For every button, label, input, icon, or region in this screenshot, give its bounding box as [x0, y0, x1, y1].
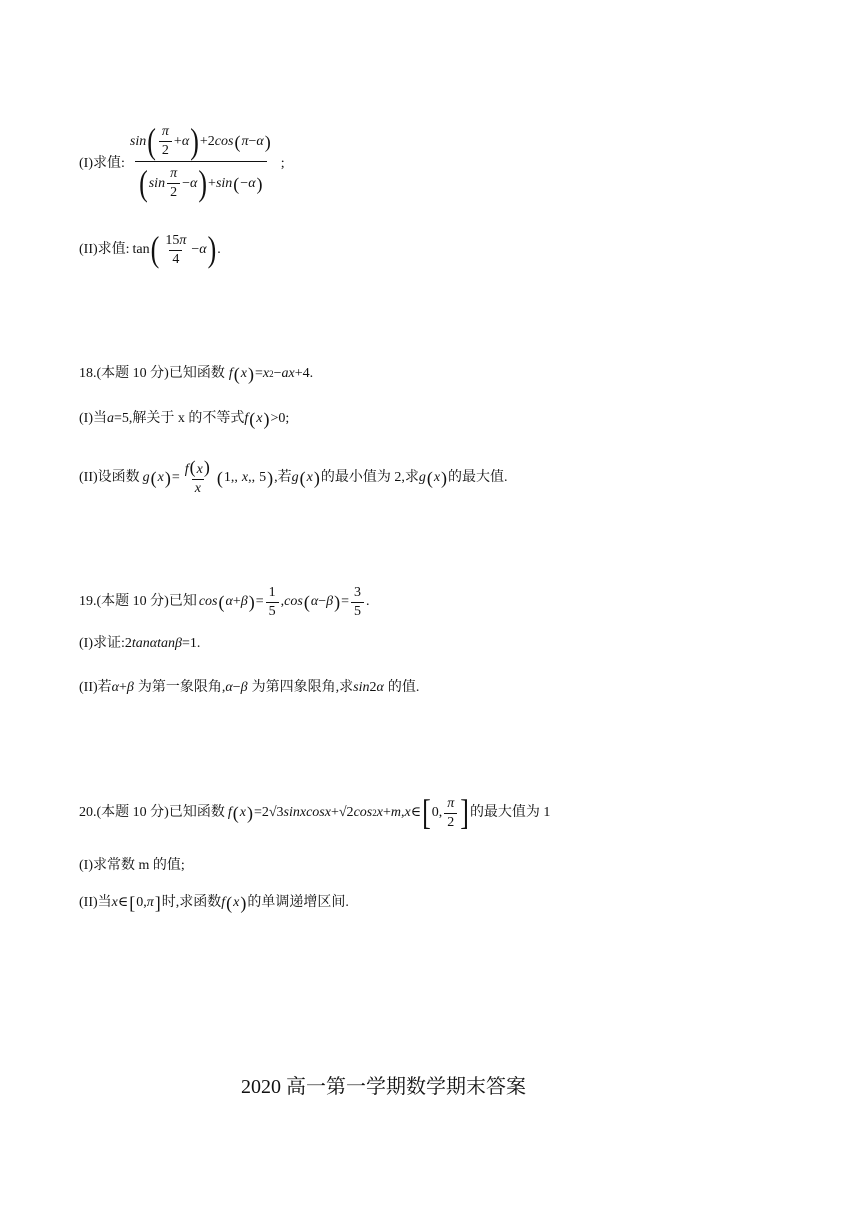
q19-part2-label: (II)若	[79, 680, 112, 695]
q20-stem-text: 20.(本题 10 分)已知函数	[79, 805, 225, 820]
q18-part1: (I)当 a =5 ,解关于 x 的不等式 f ( x ) >0 ;	[79, 409, 290, 429]
q19-part2-mid1: 为第一象限角,	[137, 680, 226, 695]
q20-stem: 20.(本题 10 分)已知函数 f ( x ) =2√3 sinxcosx +√2 cos 2 x + m , x ∈ [ 0, $\frac{\pi}{2}$ ] 的最大值为 1	[79, 792, 551, 833]
q18-part2-label: (II)设函数	[79, 470, 140, 485]
q19-part1-end: .	[196, 636, 201, 651]
q18-part2-mid2: 的最小值为 2,求	[320, 470, 419, 485]
q17-part2-fraction: $\frac{15\pi}{4}$	[165, 232, 187, 267]
q17-part1-fraction: sin ( $\frac{\pi}{2}$ + α ) +2 cos ( π − α ) ( sin $\frac{\pi}{2}$ − α ) + sin ( − α )	[127, 123, 275, 206]
q19-stem-end: .	[365, 594, 370, 609]
q17-part2: (II)求值: tan ( $\frac{15\pi}{4}$ − α ) .	[79, 229, 221, 270]
q20-part2-end: 的单调递增区间.	[247, 895, 349, 910]
q18-part1-mid: ,解关于 x 的不等式	[128, 411, 245, 426]
q19-part2: (II)若 α + β 为第一象限角, α − β 为第四象限角,求 sin 2 α 的值.	[79, 678, 419, 698]
q20-part1-text: (I)求常数 m 的值;	[79, 858, 185, 873]
q18-part2-mid1: ,若	[274, 470, 292, 485]
q19-part1-label: (I)求证:	[79, 636, 125, 651]
q19-part2-end: 的值.	[387, 680, 420, 695]
q18-part2: (II)设函数 g ( x ) = $\frac{f(x)}{x}$ ( 1,, x ,, 5 ) ,若 g ( x ) 的最小值为 2,求 g ( x ) 的最大值.	[79, 457, 508, 496]
answer-heading-text: 2020 高一第一学期数学期末答案	[241, 1076, 526, 1098]
q20-stem-end: 的最大值为 1	[469, 805, 551, 820]
q17-part2-label: (II)求值:	[79, 242, 130, 257]
q19-part1: (I)求证: 2 tanαtanβ =1 .	[79, 634, 200, 654]
q19-stem: 19.(本题 10 分)已知 cos ( α + β ) = $\frac{1}{5}$ , cos ( α − β ) = $\frac{3}{5}$ .	[79, 584, 370, 619]
q18-part2-fraction: $\frac{f(x)}{x}$	[184, 457, 210, 496]
q18-stem-text: 18.(本题 10 分)已知函数	[79, 366, 225, 381]
q20-part2: (II)当 x ∈ [ 0, π ] 时,求函数 f ( x ) 的单调递增区间.	[79, 893, 349, 913]
q17-part1-label: (I)求值:	[79, 156, 125, 171]
q17-part1	[79, 121, 285, 207]
q20-part2-label: (II)当	[79, 895, 112, 910]
q18-part1-label: (I)当	[79, 411, 107, 426]
q20-part1	[79, 856, 185, 876]
q18-part1-end: ;	[285, 411, 290, 426]
q17-part1-end: ;	[280, 156, 285, 171]
q17-part2-end: .	[217, 242, 221, 257]
q19-stem-text: 19.(本题 10 分)已知	[79, 594, 197, 609]
q18-stem-end: .	[309, 366, 314, 381]
q18-part2-end: 的最大值.	[448, 470, 508, 485]
q20-part2-mid: 时,求函数	[161, 895, 222, 910]
q18-stem: 18.(本题 10 分)已知函数 f ( x ) = x 2 − ax +4 .	[79, 364, 314, 384]
q19-part2-mid2: 为第四象限角,求	[251, 680, 354, 695]
